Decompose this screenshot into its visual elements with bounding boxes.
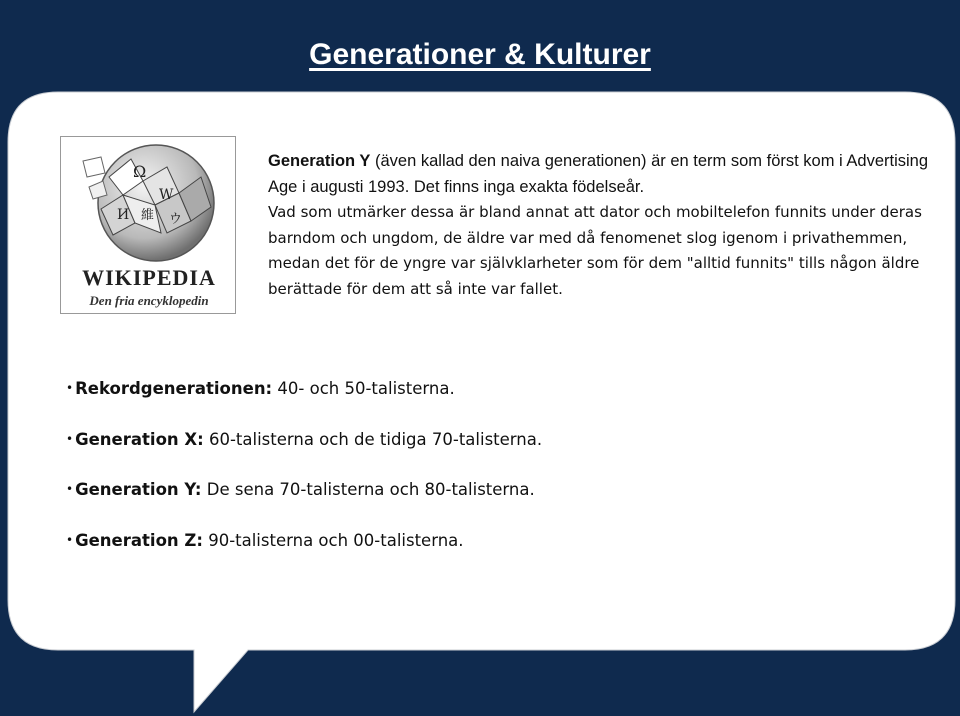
intro-paragraph-2: Vad som utmärker dessa är bland annat att dator och mobiltelefon funnits under deras barndom och ungdom, de äldre var med då fenomenet slog igenom i privathemmen, medan det för de yngre var självklarheter som för dem "alltid funnits" tills någon äldre berättade för dem att så inte var fallet. bbox=[268, 203, 922, 298]
generation-list bbox=[66, 376, 926, 578]
bullet-icon: • bbox=[66, 431, 74, 446]
puzzle-globe-icon bbox=[61, 137, 237, 267]
bullet-label: Rekordgenerationen: bbox=[75, 379, 273, 398]
bullet-label: Generation X: bbox=[75, 429, 204, 449]
intro-term: Generation Y bbox=[268, 152, 371, 170]
logo-tagline: Den fria encyklopedin bbox=[89, 293, 209, 308]
bullet-icon: • bbox=[66, 482, 74, 496]
list-item bbox=[66, 427, 926, 478]
svg-text:И: И bbox=[117, 207, 130, 223]
intro-line1: (även kallad den naiva generationen) är en term som först kom i Advertising Age i augusti 1993. Det finns inga exakta födelseår. bbox=[268, 152, 929, 196]
logo-wordmark: WIKIPEDIA bbox=[82, 265, 216, 290]
bullet-text: 90-talisterna och 00-talisterna. bbox=[202, 530, 464, 550]
svg-text:W: W bbox=[159, 187, 174, 203]
svg-text:Ω: Ω bbox=[133, 162, 147, 181]
intro-text bbox=[268, 148, 938, 302]
svg-text:維: 維 bbox=[141, 208, 155, 223]
svg-text:ウ: ウ bbox=[169, 212, 183, 227]
intro-paragraph-1 bbox=[268, 148, 938, 200]
list-item bbox=[66, 477, 926, 528]
wikipedia-logo bbox=[60, 136, 236, 314]
bullet-text: 60-talisterna och de tidiga 70-talisterna. bbox=[203, 429, 543, 449]
bullet-icon: • bbox=[66, 381, 74, 395]
bullet-label: Generation Y: bbox=[75, 480, 202, 499]
bullet-text: 40- och 50-talisterna. bbox=[272, 379, 455, 398]
list-item bbox=[66, 528, 926, 579]
bullet-label: Generation Z: bbox=[75, 530, 203, 550]
slide-title: Generationer & Kulturer bbox=[309, 38, 651, 71]
list-item bbox=[66, 376, 926, 427]
bullet-icon: • bbox=[66, 532, 74, 547]
bullet-text: De sena 70-talisterna och 80-talisterna. bbox=[201, 480, 535, 499]
